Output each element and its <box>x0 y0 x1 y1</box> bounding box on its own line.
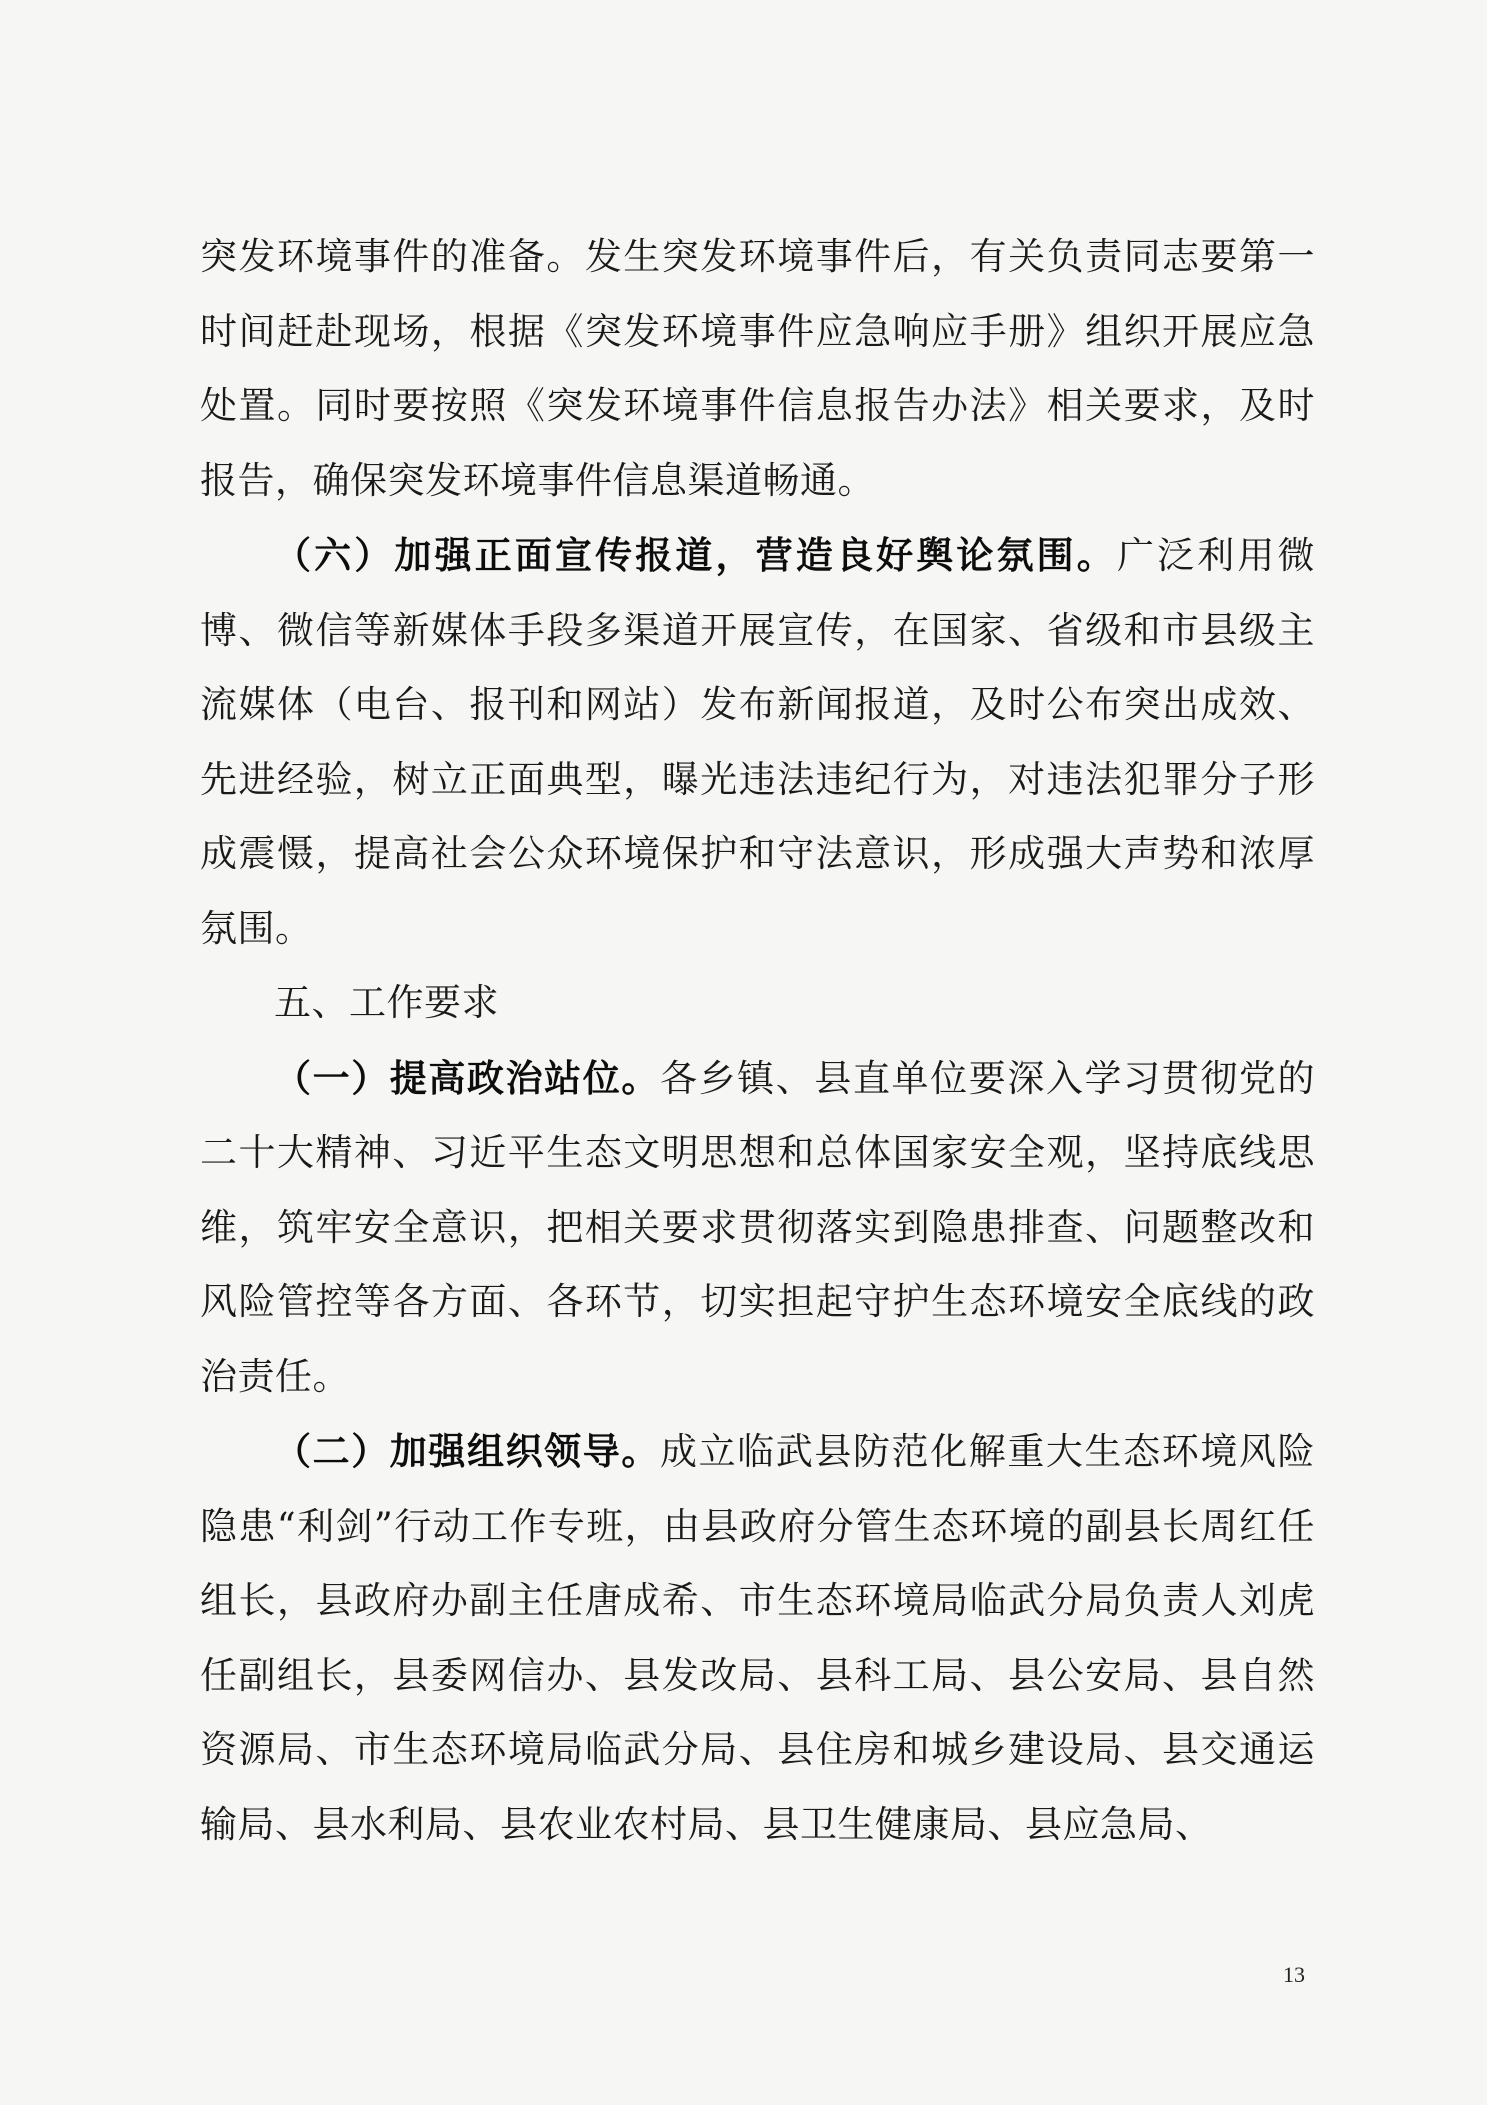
paragraph-title: （二）加强组织领导。 <box>274 1429 660 1473</box>
paragraph-text: 突发环境事件的准备。发生突发环境事件后，有关负责同志要第一时间赶赴现场，根据《突发环境事件应急响应手册》组织开展应急处置。同时要按照《突发环境事件信息报告办法》相关要求，及时报告，确保突发环境事件信息渠道畅通。 <box>200 235 1315 502</box>
paragraph-title: （六）加强正面宣传报道，营造良好舆论氛围。 <box>274 533 1117 577</box>
paragraph-emergency-response <box>200 220 1315 518</box>
page-number: 13 <box>1283 1962 1305 1987</box>
document-body <box>200 220 1315 1862</box>
paragraph-title: （一）提高政治站位。 <box>274 1055 660 1100</box>
paragraph-text: 广泛利用微博、微信等新媒体手段多渠道开展宣传，在国家、省级和市县级主流媒体（电台、报刊和网站）发布新闻报道，及时公布突出成效、先进经验，树立正面典型，曝光违法违纪行为，对违法犯罪分子形成震慑，提高社会公众环境保护和守法意识，形成强大声势和浓厚氛围。 <box>200 534 1316 950</box>
paragraph-publicity <box>200 518 1315 966</box>
paragraph-text: 各乡镇、县直单位要深入学习贯彻党的二十大精神、习近平生态文明思想和总体国家安全观，坚持底线思维，筑牢安全意识，把相关要求贯彻落实到隐患排查、问题整改和风险管控等各方面、各环节，切实担起守护生态环境安全底线的政治责任。 <box>200 1056 1316 1398</box>
paragraph-text: 成立临武县防范化解重大生态环境风险隐患“利剑”行动工作专班，由县政府分管生态环境的副县长周红任组长，县政府办副主任唐成希、市生态环境局临武分局负责人刘虎任副组长，县委网信办、县发改局、县科工局、县公安局、县自然资源局、市生态环境局临武分局、县住房和城乡建设局、县交通运输局、县水利局、县农业农村局、县卫生健康局、县应急局、 <box>200 1430 1316 1846</box>
paragraph-political-stance <box>200 1041 1315 1415</box>
paragraph-leadership <box>200 1414 1315 1862</box>
section-heading: 五、工作要求 <box>274 981 499 1024</box>
